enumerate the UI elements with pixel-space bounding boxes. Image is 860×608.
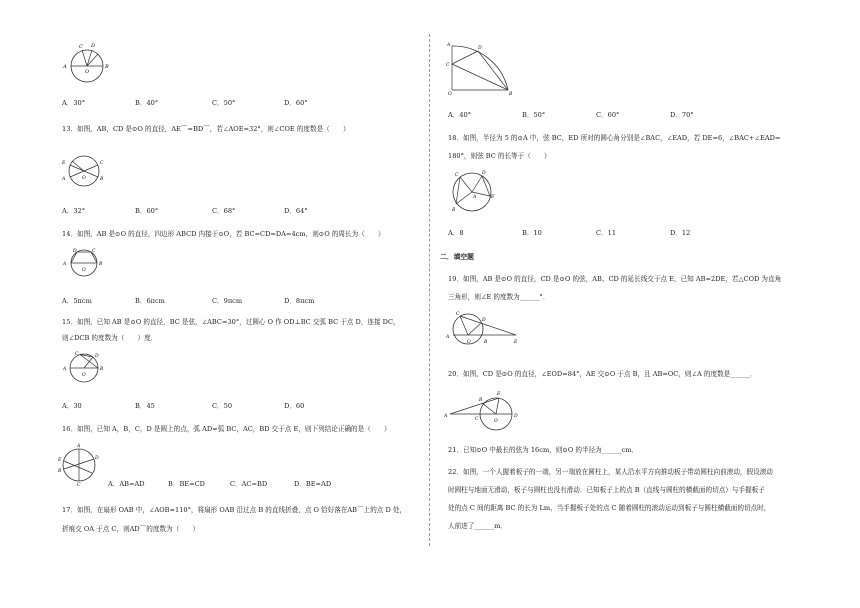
- fig-label: D: [478, 46, 482, 51]
- option-c[interactable]: C．50: [212, 402, 233, 410]
- fig-label: B: [479, 398, 483, 403]
- option-a[interactable]: A．32°: [62, 207, 86, 215]
- option-c[interactable]: C．11: [596, 229, 617, 237]
- fig-label: O: [85, 69, 90, 75]
- option-c[interactable]: C．50°: [212, 99, 236, 107]
- fig-label: A: [447, 43, 451, 48]
- fig-label: B: [100, 177, 104, 182]
- fig-label: D: [482, 171, 486, 176]
- fig-label: A: [62, 177, 66, 182]
- fig-label: B: [105, 64, 109, 70]
- option-b[interactable]: B．50°: [522, 111, 546, 119]
- q14-options: [62, 295, 362, 305]
- fig-label: D: [73, 249, 77, 254]
- fig-label: B: [509, 92, 513, 96]
- q15-options: [62, 400, 362, 410]
- option-d[interactable]: D．64°: [284, 207, 308, 215]
- q19-text-line1: 19．如图，AB 是⊙O 的直径，CD 是⊙O 的弦，AB、CD 的延长线交于点 E，已知 AB=2DE，若△COD 为直角: [448, 275, 782, 283]
- fig-label: D: [514, 414, 518, 419]
- fig-label: C: [92, 249, 96, 254]
- option-c[interactable]: C．68°: [212, 207, 236, 215]
- fig-label: E: [497, 392, 501, 397]
- fig-label: C: [446, 63, 450, 68]
- fig-label: O: [82, 268, 86, 273]
- fig-label: A: [63, 367, 67, 372]
- fig-label: O: [494, 419, 498, 424]
- q22-text-line3: 处的点 C 间的距离 BC 的长为 Lm，当手握板子处的点 C 随着圆柱的滚动运动到板子与圆柱横截面的切点时，: [448, 504, 771, 512]
- option-c[interactable]: C．9πcm: [212, 297, 243, 305]
- q16-figure: [58, 441, 102, 487]
- q20-figure: [444, 386, 520, 432]
- option-d[interactable]: D．70°: [670, 111, 694, 119]
- option-d[interactable]: D．60°: [284, 99, 308, 107]
- q17-figure: [444, 40, 524, 96]
- fig-label: D: [91, 43, 96, 49]
- fig-label: C: [455, 173, 459, 178]
- q13-options: [62, 205, 362, 215]
- q18-text-line1: 18．如图，半径为 5 的⊙A 中，弦 BC，ED 所对的圆心角分别是∠BAC，∠EAD，若 DE=6，∠BAC+∠EAD=: [448, 134, 781, 142]
- q22-text-line4: 人前进了______m．: [448, 522, 508, 530]
- fig-label: A: [446, 335, 450, 340]
- option-d[interactable]: D．12: [670, 229, 691, 237]
- option-b[interactable]: B．60°: [135, 207, 159, 215]
- q20-text: 20．如图，CD 是⊙O 的直径，∠EOD=84°，AE 交⊙O 于点 B，且 AB=OC，则∠A 的度数是______．: [448, 370, 757, 378]
- option-a[interactable]: A．5πcm: [62, 297, 92, 305]
- q17-text-line2: 折痕交 OA 于点 C，则AD⌒的度数为（ ）: [62, 525, 200, 533]
- fig-label: C: [77, 483, 81, 487]
- q14-text: 14．如图，AB 是⊙O 的直径，四边形 ABCD 内接于⊙O，若 BC=CD=DA=4cm，则⊙O 的周长为（ ）: [62, 230, 385, 238]
- option-b[interactable]: B．BE=CD: [168, 480, 205, 488]
- fig-label: E: [514, 340, 518, 345]
- option-a[interactable]: A．AB=AD: [108, 480, 145, 488]
- fig-label: C: [456, 312, 460, 317]
- option-b[interactable]: B．45: [135, 402, 155, 410]
- fig-label: E: [491, 195, 495, 200]
- fig-label: B: [58, 469, 62, 474]
- fig-label: D: [482, 318, 486, 323]
- option-a[interactable]: A．40°: [448, 111, 472, 119]
- option-b[interactable]: B．6πcm: [135, 297, 165, 305]
- fig-label: C: [475, 417, 479, 422]
- q12-figure: [60, 40, 116, 90]
- fig-label: E: [58, 458, 62, 463]
- fig-label: D: [95, 456, 99, 461]
- q18-options: [448, 227, 768, 237]
- fig-label: A: [444, 414, 448, 419]
- q13-text: 13．如图，AB，CD 是⊙O 的直径，AE⌒=BD⌒，若∠AOE=32°，则∠COE 的度数是（ ）: [62, 125, 350, 133]
- fig-label: A: [77, 444, 81, 449]
- q12-options: [62, 97, 362, 107]
- q14-figure: [60, 246, 110, 280]
- fig-label: B: [99, 262, 103, 267]
- fig-label: C: [79, 44, 83, 50]
- fig-label: A: [473, 195, 477, 200]
- fig-label: A: [63, 64, 67, 70]
- q22-text-line2: 时圆柱与地面无滑动，板子与圆柱也没有滑动．已知板子上的点 B（直线与圆柱的横截面的切点）与手握板子: [448, 486, 765, 494]
- q15-figure: [60, 350, 110, 386]
- fig-label: B: [100, 367, 104, 372]
- option-a[interactable]: A．8: [448, 229, 464, 237]
- fig-label: A: [63, 262, 67, 267]
- q15-text-line1: 15．如图，已知 AB 是⊙O 的直径，BC 是弦，∠ABC=30°，过圆心 O 作 OD⊥BC 交弧 BC 于点 D，连接 DC，: [62, 318, 400, 326]
- q15-text-line2: 则∠DCB 的度数为（ ）度．: [62, 334, 158, 342]
- q18-figure: [446, 168, 498, 216]
- fig-label: D: [95, 354, 99, 359]
- option-a[interactable]: A．30: [62, 402, 82, 410]
- option-b[interactable]: B．40°: [135, 99, 159, 107]
- q22-text-line1: 22．如图，一个人握着板子的一端，另一端放在圆柱上，某人沿水平方向推动板子带动圆柱向前滚动，假设滚动: [448, 468, 773, 476]
- fig-label: B: [452, 208, 456, 213]
- q16-options: [108, 478, 408, 488]
- option-c[interactable]: C．60°: [596, 111, 620, 119]
- fig-label: O: [448, 92, 452, 96]
- option-d[interactable]: D．BE=AD: [294, 480, 332, 488]
- fig-label: C: [75, 352, 79, 357]
- q16-text: 16．如图，已知 A，B，C，D 是圆上的点，弧 AD=弧 BC，AC，BD 交于点 E，则下列结论正确的是（ ）: [62, 425, 391, 433]
- q21-text: 21．已知⊙O 中最长的弦为 16cm，则⊙O 的半径为______cm．: [448, 446, 639, 454]
- option-c[interactable]: C．AC=BD: [230, 480, 268, 488]
- fig-label: B: [484, 340, 488, 345]
- q13-figure: [60, 152, 110, 192]
- option-a[interactable]: A．30°: [62, 99, 86, 107]
- fig-label: C: [100, 161, 104, 166]
- fig-label: O: [82, 373, 86, 378]
- q17-text-line1: 17．如图，在扇形 OAB 中，∠AOB=110°，将扇形 OAB 沿过点 B 的直线折叠，点 O 恰好落在AB⌒上的点 D 处，: [62, 506, 407, 514]
- section-heading: 二．填空题: [440, 253, 474, 261]
- column-divider: [429, 34, 430, 546]
- fig-label: E: [62, 161, 66, 166]
- q18-text-line2: 180°，则弦 BC 的长等于（ ）: [448, 152, 551, 160]
- fig-label: O: [82, 176, 86, 181]
- q19-text-line2: 三角形，则∠E 的度数为______°．: [448, 293, 550, 301]
- q19-figure: [444, 309, 520, 349]
- option-d[interactable]: D．8πcm: [284, 297, 315, 305]
- option-d[interactable]: D．60: [284, 402, 305, 410]
- option-b[interactable]: B．10: [522, 229, 542, 237]
- fig-label: O: [467, 340, 471, 345]
- q17-options: [448, 109, 768, 119]
